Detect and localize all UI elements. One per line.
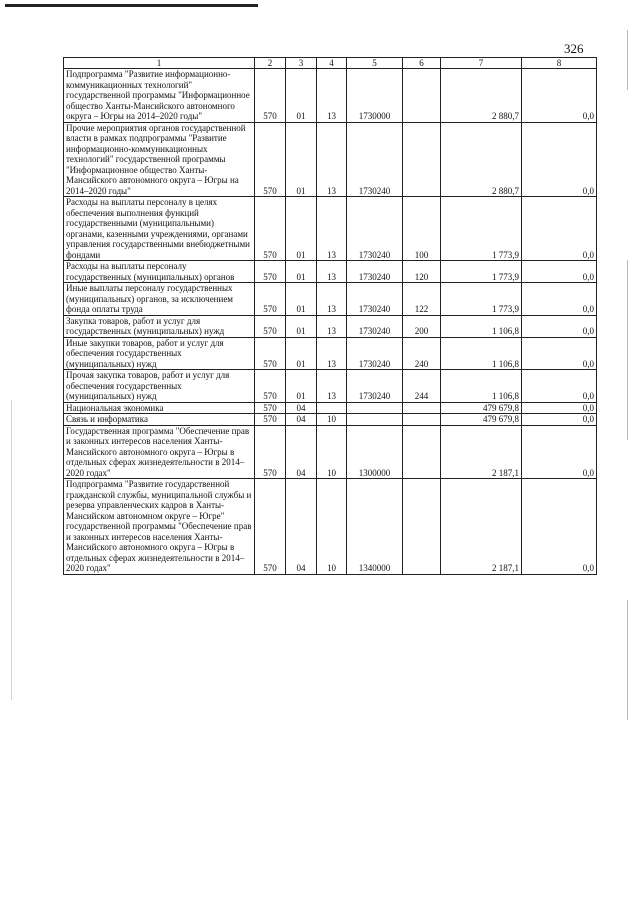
amount-2-cell: 0,0 <box>522 261 597 283</box>
amount-cell: 1 773,9 <box>441 197 522 261</box>
ved-code-cell: 570 <box>255 261 286 283</box>
ved-code-cell: 570 <box>255 337 286 370</box>
table-row <box>64 197 597 261</box>
row-name-cell: Связь и информатика <box>64 414 255 426</box>
row-name-cell: Иные закупки товаров, работ и услуг для обеспечения государственных (муниципальных) нужд <box>64 337 255 370</box>
header-cell: 8 <box>522 58 597 69</box>
amount-2-cell: 0,0 <box>522 122 597 197</box>
subsection-code-cell: 13 <box>317 261 347 283</box>
target-article-cell: 1340000 <box>347 479 403 575</box>
table-row <box>64 414 597 426</box>
table-row <box>64 479 597 575</box>
header-cell: 2 <box>255 58 286 69</box>
section-code-cell: 01 <box>286 122 317 197</box>
expense-type-cell <box>403 479 441 575</box>
amount-2-cell: 0,0 <box>522 69 597 123</box>
amount-cell: 479 679,8 <box>441 414 522 426</box>
target-article-cell: 1730240 <box>347 261 403 283</box>
ved-code-cell: 570 <box>255 370 286 403</box>
subsection-code-cell: 13 <box>317 122 347 197</box>
row-name-cell: Подпрограмма "Развитие государственной гражданской службы, муниципальной службы и резерва управленческих кадров в Ханты-Мансийском автономном округе – Югре" государственной программы "Обеспечение прав и законных интересов населения Ханты-Мансийского автономного округа – Югры в отдельных сферах жизнедеятельности в 2014–2020 годах" <box>64 479 255 575</box>
expense-type-cell <box>403 69 441 123</box>
table-row <box>64 261 597 283</box>
scan-edge-mark <box>11 400 12 700</box>
row-name-cell: Иные выплаты персоналу государственных (муниципальных) органов, за исключением фонда оплаты труда <box>64 283 255 316</box>
subsection-code-cell: 13 <box>317 370 347 403</box>
subsection-code-cell: 13 <box>317 283 347 316</box>
amount-cell: 2 880,7 <box>441 122 522 197</box>
table-row <box>64 425 597 479</box>
row-name-cell: Расходы на выплаты персоналу в целях обеспечения выполнения функций государственными (муниципальными) органами, казенными учреждениями, органами управления государственными внебюджетными фондами <box>64 197 255 261</box>
amount-2-cell: 0,0 <box>522 283 597 316</box>
target-article-cell: 1730240 <box>347 337 403 370</box>
target-article-cell: 1300000 <box>347 425 403 479</box>
table-row <box>64 69 597 123</box>
amount-2-cell: 0,0 <box>522 315 597 337</box>
amount-2-cell: 0,0 <box>522 337 597 370</box>
amount-2-cell: 0,0 <box>522 479 597 575</box>
table-row <box>64 283 597 316</box>
target-article-cell: 1730240 <box>347 370 403 403</box>
amount-2-cell: 0,0 <box>522 370 597 403</box>
ved-code-cell: 570 <box>255 197 286 261</box>
target-article-cell: 1730240 <box>347 315 403 337</box>
target-article-cell: 1730240 <box>347 122 403 197</box>
subsection-code-cell: 13 <box>317 315 347 337</box>
expense-type-cell: 244 <box>403 370 441 403</box>
amount-cell: 2 187,1 <box>441 479 522 575</box>
ved-code-cell: 570 <box>255 315 286 337</box>
header-cell: 1 <box>64 58 255 69</box>
header-cell: 5 <box>347 58 403 69</box>
section-code-cell: 04 <box>286 479 317 575</box>
table-header-row <box>64 58 597 69</box>
amount-cell: 479 679,8 <box>441 402 522 414</box>
target-article-cell: 1730240 <box>347 197 403 261</box>
ved-code-cell: 570 <box>255 479 286 575</box>
target-article-cell: 1730000 <box>347 69 403 123</box>
amount-cell: 1 106,8 <box>441 337 522 370</box>
row-name-cell: Подпрограмма "Развитие информационно-коммуникационных технологий" государственной программы "Информационное общество Ханты-Мансийского автономного округа – Югры на 2014–2020 годы" <box>64 69 255 123</box>
expense-type-cell: 200 <box>403 315 441 337</box>
amount-cell: 1 106,8 <box>441 370 522 403</box>
amount-cell: 1 106,8 <box>441 315 522 337</box>
section-code-cell: 04 <box>286 402 317 414</box>
header-cell: 4 <box>317 58 347 69</box>
section-code-cell: 01 <box>286 197 317 261</box>
ved-code-cell: 570 <box>255 414 286 426</box>
header-cell: 3 <box>286 58 317 69</box>
section-code-cell: 04 <box>286 425 317 479</box>
scan-edge-mark <box>627 30 628 90</box>
scan-edge-mark <box>627 260 628 440</box>
page-number: 326 <box>564 41 584 56</box>
table-row <box>64 337 597 370</box>
expense-type-cell <box>403 425 441 479</box>
section-code-cell: 01 <box>286 315 317 337</box>
section-code-cell: 04 <box>286 414 317 426</box>
amount-2-cell: 0,0 <box>522 402 597 414</box>
ved-code-cell: 570 <box>255 402 286 414</box>
amount-2-cell: 0,0 <box>522 425 597 479</box>
target-article-cell <box>347 402 403 414</box>
table-row <box>64 315 597 337</box>
table-row <box>64 122 597 197</box>
ved-code-cell: 570 <box>255 69 286 123</box>
table-row <box>64 402 597 414</box>
row-name-cell: Прочие мероприятия органов государственной власти в рамках подпрограммы "Развитие информационно-коммуникационных технологий" государственной программы "Информационное общество Ханты-Мансийского автономного округа – Югры на 2014–2020 годы" <box>64 122 255 197</box>
subsection-code-cell <box>317 402 347 414</box>
ved-code-cell: 570 <box>255 425 286 479</box>
amount-cell: 2 187,1 <box>441 425 522 479</box>
amount-2-cell: 0,0 <box>522 414 597 426</box>
subsection-code-cell: 10 <box>317 425 347 479</box>
subsection-code-cell: 10 <box>317 414 347 426</box>
row-name-cell: Прочая закупка товаров, работ и услуг для обеспечения государственных (муниципальных) нужд <box>64 370 255 403</box>
target-article-cell <box>347 414 403 426</box>
subsection-code-cell: 13 <box>317 69 347 123</box>
expense-type-cell: 122 <box>403 283 441 316</box>
row-name-cell: Государственная программа "Обеспечение прав и законных интересов населения Ханты-Мансийского автономного округа – Югры в отдельных сферах жизнедеятельности в 2014–2020 годах" <box>64 425 255 479</box>
row-name-cell: Закупка товаров, работ и услуг для государственных (муниципальных) нужд <box>64 315 255 337</box>
budget-table <box>63 57 597 575</box>
expense-type-cell <box>403 402 441 414</box>
expense-type-cell: 100 <box>403 197 441 261</box>
section-code-cell: 01 <box>286 261 317 283</box>
section-code-cell: 01 <box>286 283 317 316</box>
expense-type-cell: 240 <box>403 337 441 370</box>
section-code-cell: 01 <box>286 337 317 370</box>
subsection-code-cell: 10 <box>317 479 347 575</box>
row-name-cell: Расходы на выплаты персоналу государственных (муниципальных) органов <box>64 261 255 283</box>
expense-type-cell: 120 <box>403 261 441 283</box>
amount-cell: 1 773,9 <box>441 261 522 283</box>
subsection-code-cell: 13 <box>317 337 347 370</box>
header-cell: 7 <box>441 58 522 69</box>
amount-cell: 2 880,7 <box>441 69 522 123</box>
target-article-cell: 1730240 <box>347 283 403 316</box>
section-code-cell: 01 <box>286 69 317 123</box>
table-row <box>64 370 597 403</box>
amount-2-cell: 0,0 <box>522 197 597 261</box>
ved-code-cell: 570 <box>255 283 286 316</box>
top-rule <box>5 4 258 7</box>
scan-edge-mark <box>627 600 628 720</box>
expense-type-cell <box>403 122 441 197</box>
expense-type-cell <box>403 414 441 426</box>
section-code-cell: 01 <box>286 370 317 403</box>
subsection-code-cell: 13 <box>317 197 347 261</box>
header-cell: 6 <box>403 58 441 69</box>
amount-cell: 1 773,9 <box>441 283 522 316</box>
row-name-cell: Национальная экономика <box>64 402 255 414</box>
ved-code-cell: 570 <box>255 122 286 197</box>
